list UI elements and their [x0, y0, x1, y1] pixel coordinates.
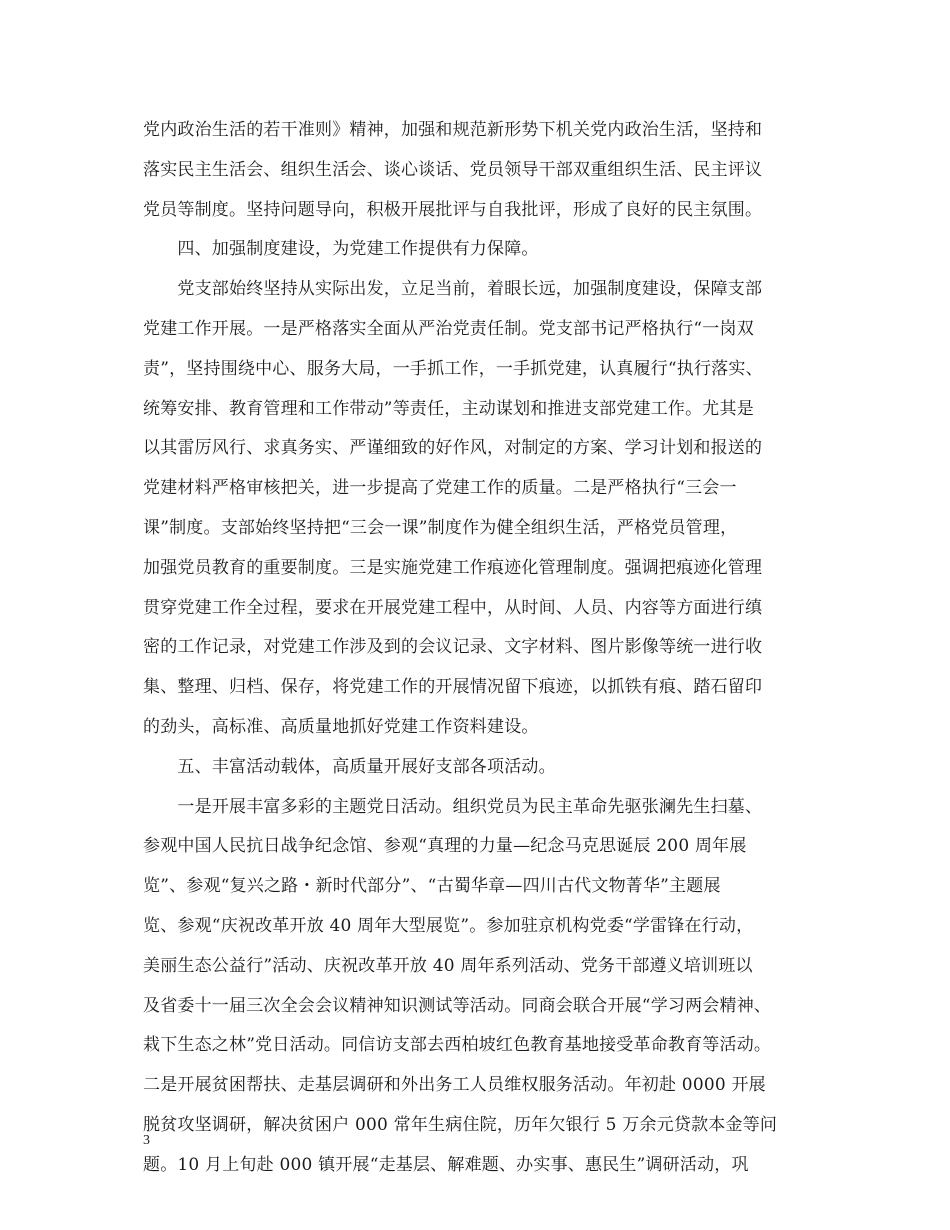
text-line: 党支部始终坚持从实际出发，立足当前，着眼长远，加强制度建设，保障支部	[143, 279, 763, 300]
section-heading: 五、丰富活动载体，高质量开展好支部各项活动。	[143, 756, 556, 777]
text-line: 栽下生态之林”党日活动。同信访支部去西柏坡红色教育基地接受革命教育等活动。	[143, 1035, 772, 1056]
text-line: 党内政治生活的若干准则》精神，加强和规范新形势下机关党内政治生活，坚持和	[143, 120, 763, 140]
text-line: 的劲头，高标准、高质量地抓好党建工作资料建设。	[143, 716, 539, 737]
text-line: 落实民主生活会、组织生活会、谈心谈话、党员领导干部双重组织生活、民主评议	[143, 159, 763, 180]
text-line: 党建工作开展。一是严格落实全面从严治党责任制。党支部书记严格执行“一岗双	[143, 318, 754, 339]
text-line: 览、参观“庆祝改革开放 40 周年大型展览”。参加驻京机构党委“学雷锋在行动，	[143, 915, 754, 936]
text-line: 集、整理、归档、保存，将党建工作的开展情况留下痕迹，以抓铁有痕、踏石留印	[143, 677, 763, 698]
page-number: 3	[143, 1133, 150, 1148]
text-line: 密的工作记录，对党建工作涉及到的会议记录、文字材料、图片影像等统一进行收	[143, 637, 763, 658]
text-line: 及省委十一届三次全会会议精神知识测试等活动。同商会联合开展“学习两会精神、	[143, 995, 772, 1016]
text-line: 贯穿党建工作全过程，要求在开展党建工程中，从时间、人员、内容等方面进行缜	[143, 597, 763, 618]
text-line: 以其雷厉风行、求真务实、严谨细致的好作风，对制定的方案、学习计划和报送的	[143, 438, 763, 459]
text-line: 一是开展丰富多彩的主题党日活动。组织党员为民主革命先驱张澜先生扫墓、	[143, 796, 763, 817]
text-line: 党建材料严格审核把关，进一步提高了党建工作的质量。二是严格执行“三会一	[143, 478, 737, 499]
text-line: 脱贫攻坚调研，解决贫困户 000 常年生病住院，历年欠银行 5 万余元贷款本金等问	[143, 1114, 778, 1135]
text-line: 责”，坚持围绕中心、服务大局，一手抓工作，一手抓党建，认真履行“执行落实、	[143, 358, 763, 379]
text-line: 课”制度。支部始终坚持把“三会一课”制度作为健全组织生活，严格党员管理，	[143, 517, 738, 538]
text-line: 览”、参观“复兴之路・新时代部分”、“古蜀华章—四川古代文物菁华”主题展	[143, 876, 721, 897]
text-line: 加强党员教育的重要制度。三是实施党建工作痕迹化管理制度。强调把痕迹化管理	[143, 557, 763, 578]
text-line: 题。10 月上旬赴 000 镇开展“走基层、解难题、办实事、惠民生”调研活动，巩	[143, 1154, 749, 1175]
section-heading: 四、加强制度建设，为党建工作提供有力保障。	[143, 239, 539, 260]
text-line: 统筹安排、教育管理和工作带动”等责任，主动谋划和推进支部党建工作。尤其是	[143, 398, 754, 419]
text-line: 二是开展贫困帮扶、走基层调研和外出务工人员维权服务活动。年初赴 0000 开展	[143, 1075, 766, 1096]
body-text	[143, 111, 810, 1186]
text-line: 参观中国人民抗日战争纪念馆、参观“真理的力量—纪念马克思诞辰 200 周年展	[143, 836, 747, 857]
text-line: 美丽生态公益行”活动、庆祝改革开放 40 周年系列活动、党务干部遵义培训班以	[143, 955, 753, 976]
text-line: 党员等制度。坚持问题导向，积极开展批评与自我批评，形成了良好的民主氛围。	[143, 199, 763, 220]
